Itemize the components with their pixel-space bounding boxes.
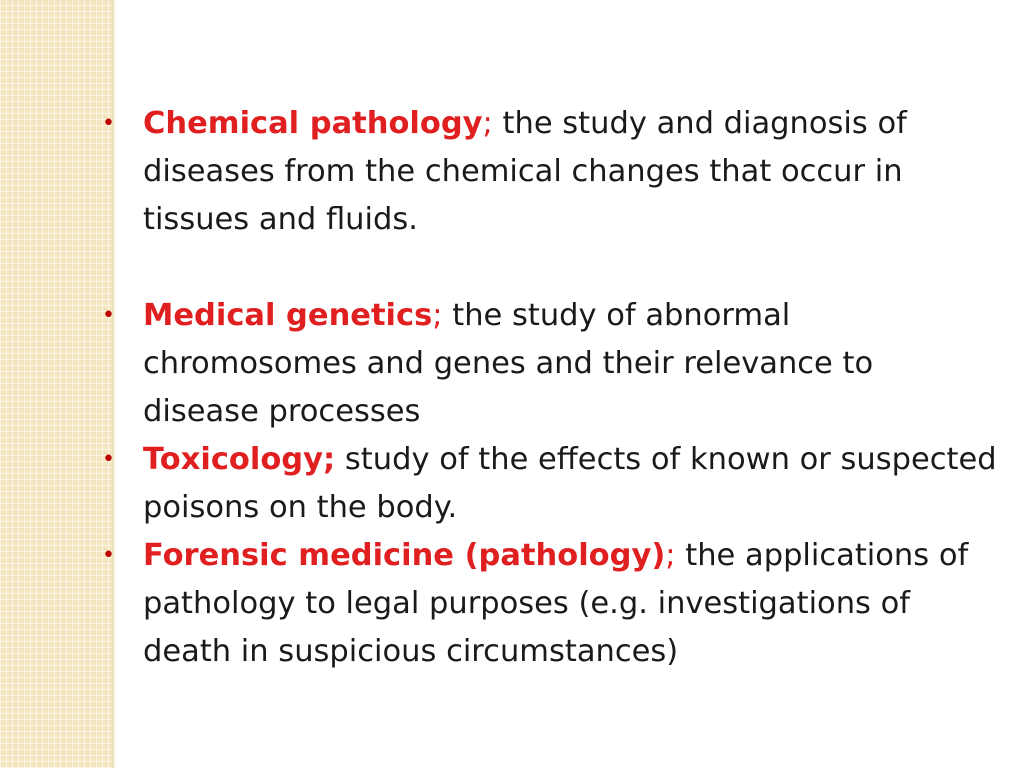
list-item-forensic-medicine: [98, 532, 998, 676]
term-separator: ;: [665, 538, 676, 573]
term-separator: ;: [482, 106, 493, 141]
list-item-chemical-pathology: [98, 100, 998, 244]
term-separator: ;: [432, 298, 443, 333]
term: Chemical pathology: [143, 106, 483, 141]
bullet-icon: •: [102, 111, 115, 136]
definition: the study and diagnosis of diseases from the chemical changes that occur in tissues and fluids.: [143, 106, 907, 237]
term: Forensic medicine (pathology): [143, 538, 666, 573]
bullet-icon: •: [102, 447, 115, 472]
definition-list: [98, 100, 998, 676]
bullet-icon: •: [102, 303, 115, 328]
bullet-icon: •: [102, 543, 115, 568]
definition: study of the effects of known or suspected poisons on the body.: [143, 442, 997, 525]
list-item-medical-genetics: [98, 292, 998, 436]
definition: the applications of pathology to legal purposes (e.g. investigations of death in suspicious circumstances): [143, 538, 969, 669]
definition: the study of abnormal chromosomes and genes and their relevance to disease processes: [143, 298, 874, 429]
term: Toxicology;: [143, 442, 336, 477]
decorative-side-strip: [0, 0, 112, 768]
term: Medical genetics: [143, 298, 433, 333]
list-item-toxicology: [98, 436, 998, 532]
